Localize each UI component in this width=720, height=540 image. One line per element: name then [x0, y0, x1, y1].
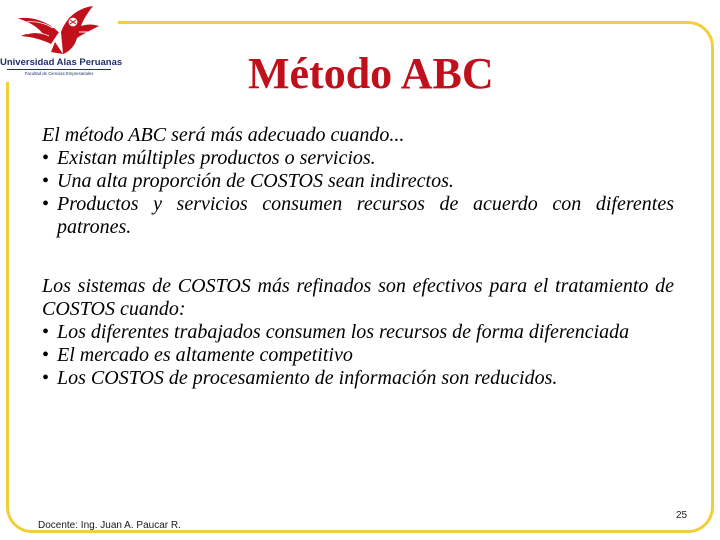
- bullet-text: Una alta proporción de COSTOS sean indirectos.: [57, 170, 454, 192]
- bullet-text: Productos y servicios consumen recursos de acuerdo con diferentes patrones.: [57, 193, 674, 238]
- footer-author: Docente: Ing. Juan A. Paucar R.: [38, 520, 181, 531]
- section-spacer: [42, 239, 674, 275]
- slide-title: Método ABC: [248, 49, 494, 98]
- bullet-item: [42, 344, 674, 367]
- bullet-marker: •: [42, 147, 50, 169]
- bullet-item: [42, 367, 674, 390]
- bullet-marker: •: [42, 367, 50, 389]
- logo-divider: [7, 69, 111, 70]
- bullet-marker: •: [42, 344, 50, 366]
- university-logo: [0, 0, 123, 82]
- bullet-item: [42, 147, 674, 170]
- university-tagline: Facultad de Ciencias Empresariales: [24, 71, 94, 76]
- bullet-text: El mercado es altamente competitivo: [57, 344, 353, 366]
- bullet-marker: •: [42, 321, 50, 343]
- bullet-marker: •: [42, 193, 50, 215]
- section1-intro: El método ABC será más adecuado cuando...: [42, 124, 405, 146]
- bullet-text: Existan múltiples productos o servicios.: [57, 147, 376, 169]
- slide-body: [42, 124, 674, 390]
- bullet-marker: •: [42, 170, 50, 192]
- bullet-text: Los diferentes trabajados consumen los recursos de forma diferenciada: [57, 321, 630, 343]
- bullet-item: [42, 193, 674, 239]
- university-name: Universidad Alas Peruanas: [0, 57, 123, 68]
- bullet-text: Los COSTOS de procesamiento de información son reducidos.: [57, 367, 558, 389]
- page-number: 25: [676, 510, 688, 521]
- bullet-item: [42, 321, 674, 344]
- bullet-item: [42, 170, 674, 193]
- section2-intro: Los sistemas de COSTOS más refinados son efectivos para el tratamiento de COSTOS cuando:: [42, 275, 674, 320]
- condor-emblem-icon: [13, 2, 105, 56]
